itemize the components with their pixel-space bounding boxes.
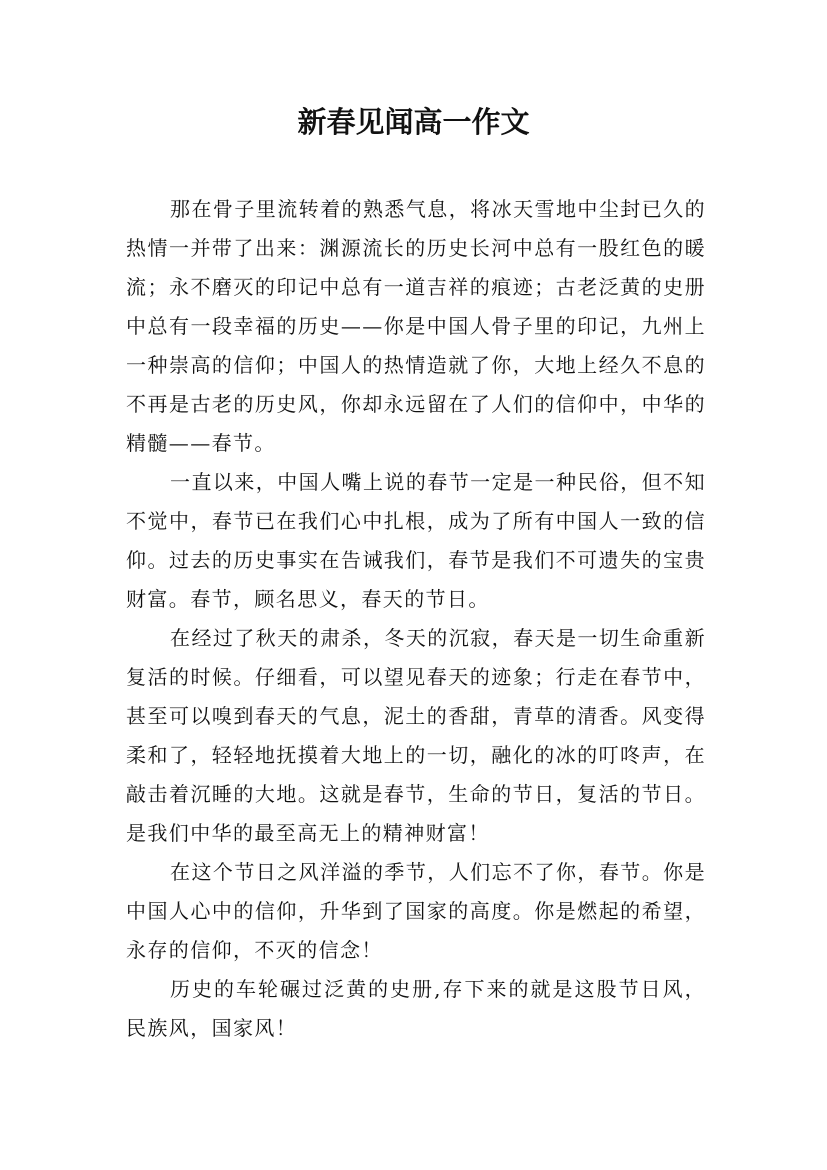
paragraph: 那在骨子里流转着的熟悉气息，将冰天雪地中尘封已久的热情一并带了出来：渊源流长的历史长河中总有一股红色的暖流；永不磨灭的印记中总有一道吉祥的痕迹；古老泛黄的史册中总有一段幸福的历史——你是中国人骨子里的印记，九州上一种崇高的信仰；中国人的热情造就了你，大地上经久不息的不再是古老的历史风，你却永远留在了人们的信仰中，中华的精髓——春节。 xyxy=(126,197,706,455)
document-title: 新春见闻高一作文 xyxy=(297,105,530,139)
paragraph: 历史的车轮碾过泛黄的史册,存下来的就是这股节日风，民族风，国家风！ xyxy=(126,977,706,1040)
paragraph: 在经过了秋天的肃杀，冬天的沉寂，春天是一切生命重新复活的时候。仔细看，可以望见春天的迹象；行走在春节中，甚至可以嗅到春天的气息，泥土的香甜，青草的清香。风变得柔和了，轻轻地抚摸着大地上的一切，融化的冰的叮咚声，在敲击着沉睡的大地。这就是春节，生命的节日，复活的节日。是我们中华的最至高无上的精神财富！ xyxy=(126,626,706,845)
paragraph: 一直以来，中国人嘴上说的春节一定是一种民俗，但不知不觉中，春节已在我们心中扎根，成为了所有中国人一致的信仰。过去的历史事实在告诫我们，春节是我们不可遗失的宝贵财富。春节，顾名思义，春天的节日。 xyxy=(126,470,706,611)
document-body xyxy=(126,190,706,1048)
paragraph: 在这个节日之风洋溢的季节，人们忘不了你，春节。你是中国人心中的信仰，升华到了国家的高度。你是燃起的希望，永存的信仰，不灭的信念！ xyxy=(126,860,706,962)
